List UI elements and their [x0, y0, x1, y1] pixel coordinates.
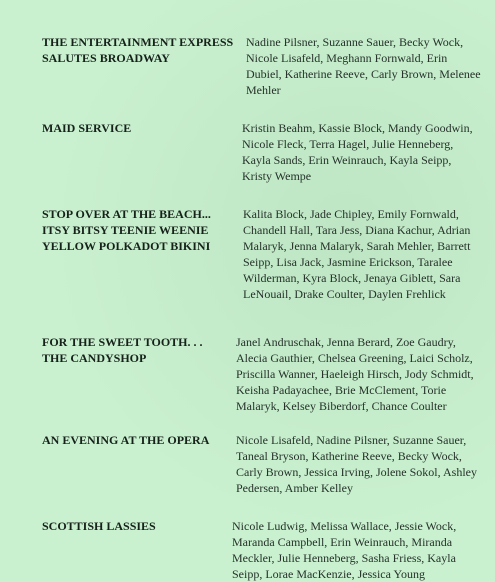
number-title: MAID SERVICE	[42, 121, 132, 135]
cast-list: Nicole Lisafeld, Nadine Pilsner, Suzanne Sauer, Taneal Bryson, Katherine Reeve, Becky Wock, Carly Brown, Jessica Irving, Jolene Sokol, Ashley Pedersen, Amber Kelley	[236, 433, 477, 495]
number-title: AN EVENING AT THE OPERA	[42, 433, 210, 447]
number-title: THE ENTERTAINMENT EXPRESS SALUTES BROADWAY	[42, 35, 234, 65]
cast-list: Kristin Beahm, Kassie Block, Mandy Goodwin, Nicole Fleck, Terra Hagel, Julie Henneberg, Kayla Sands, Erin Weinrauch, Kayla Seipp, Kristy Wempe	[242, 121, 473, 183]
cast-list: Nicole Ludwig, Melissa Wallace, Jessie Wock, Maranda Campbell, Erin Weinrauch, Miranda Meckler, Julie Henneberg, Sasha Friess, Kayla Seipp, Lorae MacKenzie, Jessica Young	[232, 519, 457, 581]
cast-list: Kalita Block, Jade Chipley, Emily Fornwald, Chandell Hall, Tara Jess, Diana Kachur, Adrian Malaryk, Jenna Malaryk, Sarah Mehler, Barrett Seipp, Lisa Jack, Jasmine Erickson, Taralee Wilderman, Kyra Block, Jenaya Giblett, Sara LeNouail, Drake Coulter, Daylen Frehlick	[243, 207, 471, 301]
cast-list: Janel Andruschak, Jenna Berard, Zoe Gaudry, Alecia Gauthier, Chelsea Greening, Laici Scholz, Priscilla Wanner, Haeleigh Hirsch, Jody Schmidt, Keisha Padayachee, Brie McClement, Torie Malaryk, Kelsey Biberdorf, Chance Coulter	[236, 335, 474, 413]
cast-list: Nadine Pilsner, Suzanne Sauer, Becky Wock, Nicole Lisafeld, Meghann Fornwald, Erin Dubiel, Katherine Reeve, Carly Brown, Melenee Mehler	[246, 35, 481, 97]
number-title: SCOTTISH LASSIES	[42, 519, 156, 533]
number-title: STOP OVER AT THE BEACH... ITSY BITSY TEENIE WEENIE YELLOW POLKADOT BIKINI	[42, 207, 211, 253]
number-title: FOR THE SWEET TOOTH. . . THE CANDYSHOP	[42, 335, 203, 365]
